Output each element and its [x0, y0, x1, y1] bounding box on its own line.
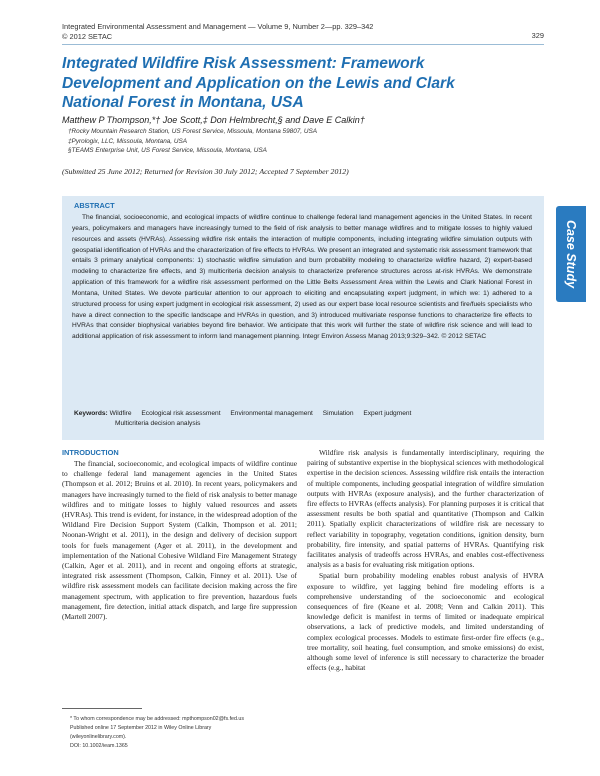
header-divider — [62, 44, 544, 45]
author-list: Matthew P Thompson,*† Joe Scott,‡ Don Helmbrecht,§ and Dave E Calkin† — [62, 115, 365, 125]
paragraph: The financial, socioeconomic, and ecological impacts of wildfire continue to challenge federal land management agencies in the United States (Thompson et al. 2012; Bruins et al. 2010). In recent years, policymakers and managers have increasingly turned to the field of risk analysis to better manage wildfires and to mitigate losses to highly valued resources and assets (HVRAs). This trend is evident, for instance, in the widespread adoption of the Wildland Fire Decision Support System (Calkin, Thompson et al. 2011; Noonan-Wright et al. 2011), in the design and delivery of decision support tools for fuels management (Ager et al. 2011), in the development and implementation of the National Cohesive Wildland Fire Management Strategy (Calkin, Ager et al. 2011), and in recent and ongoing efforts at strategic, integrated risk assessment (Thompson, Calkin, Finney et al. 2011). Use of wildfire risk assessment models can facilitate decision making across the fire management spectrum, with application to fire prevention, hazardous fuels management, fire detection, initial attack dispatch, and large fire suppression (Martell 2007). — [62, 459, 297, 622]
running-header — [62, 22, 544, 42]
footnote-doi: DOI: 10.1002/ieam.1365 — [70, 743, 128, 750]
journal-line: Integrated Environmental Assessment and Management — Volume 9, Number 2—pp. 329–342 — [62, 22, 374, 31]
keyword: Ecological risk assessment — [141, 410, 221, 417]
affiliation-1: †Rocky Mountain Research Station, US Forest Service, Missoula, Montana 59807, USA — [68, 128, 317, 135]
keywords-label: Keywords: — [74, 410, 108, 417]
keywords — [74, 409, 534, 429]
keyword: Multicriteria decision analysis — [115, 420, 201, 427]
paragraph: Wildfire risk analysis is fundamentally interdisciplinary, requiring the pairing of substantive expertise in the biophysical sciences with methodological expertise in the decision sciences. Assessing wildfire risk entails the interaction of multiple components, including geospatial integration of wildfire simulation outputs with HVRAs (exposure analysis), and the further characterization of fire effects to HVRAs (effects analysis). For planning purposes it is critical that assessment results be both spatial and quantitative (Thompson and Calkin 2011). Spatially explicit characterizations of wildfire risk are necessary to reflect variability in topography, vegetation conditions, ignition density, burn probability, fire intensity, and spatial patterns of HVRAs. Quantifying risk facilitates analysis of tradeoffs across HVRAs, and enables cost-effectiveness analysis as a basis for evaluating risk mitigation options. — [307, 448, 544, 570]
article-title: Integrated Wildfire Risk Assessment: Framework Development and Application on the Lewis and Clark National Forest in Montana, USA — [62, 55, 455, 111]
abstract-text: The financial, socioeconomic, and ecological impacts of wildfire continue to challenge federal land management agencies in the United States. In recent years, policymakers and managers have increasingly turned to the field of risk analysis to better manage wildfires and to mitigate losses to highly valued resources and assets (HVRAs). Assessing wildfire risk entails the interaction of multiple components, including integrating wildfire simulation outputs with geospatial identification of HVRAs and the characterization of fire effects to HVRAs. We present an integrated and systematic risk assessment framework that entails 3 primary analytical components: 1) stochastic wildfire simulation and burn probability modeling to characterize wildfire hazard, 2) expert-based modeling to characterize fire effects, and 3) multicriteria decision analysis to characterize preference structures across at-risk HVRAs. We demonstrate application of this framework for a wildfire risk assessment performed on the Little Belts Assessment Area within the Lewis and Clark National Forest in Montana, United States. We devote particular attention to our approach to eliciting and encapsulating expert judgment, in which we: 1) adhered to a structured process for using expert judgment in ecological risk assessment, 2) used as our expert base local resource scientists and fire/fuels specialists who have a direct connection to the specific landscape and HVRAs in question, and 3) introduced multivariate response functions to characterize fire effects to HVRAs that consider biophysical variables beyond fire behavior. We anticipate that this work will further the state of wildfire risk science and will lead to additional application of risk assessment to inform land management planning. Integr Environ Assess Manag 2013;9:329–342. © 2012 SETAC — [72, 214, 532, 341]
paragraph: Spatial burn probability modeling enables robust analysis of HVRA exposure to wildfire, yet lagging behind fire modeling efforts is a comprehensive understanding of the socioeconomic and ecological consequences of fire (Keane et al. 2008; Venn and Calkin 2011). This knowledge deficit is manifest in terms of limited or inadequate empirical observations, a lack of predictive models, and limited understanding of complex ecological processes. Models to estimate first-order fire effects (e.g., tree mortality, soil heating, fuel consumption, and smoke emissions) do exist, although some level of inference is still necessary to characterize the broader effects (e.g., habitat — [307, 571, 544, 673]
submission-dates: (Submitted 25 June 2012; Returned for Revision 30 July 2012; Accepted 7 September 2012) — [62, 167, 349, 176]
keyword: Expert judgment — [363, 410, 412, 417]
footnote-divider — [62, 708, 142, 709]
affiliations — [68, 127, 317, 156]
footnote-correspondence: * To whom correspondence may be addressed: mpthompson02@fs.fed.us — [70, 716, 244, 722]
page-number: 329 — [531, 31, 544, 40]
copyright-line: © 2012 SETAC — [62, 32, 113, 41]
article-type-label: Case Study — [564, 219, 578, 289]
footnotes — [62, 715, 297, 751]
affiliation-2: ‡Pyrologix, LLC, Missoula, Montana, USA — [68, 137, 187, 145]
keyword: Simulation — [322, 410, 354, 417]
affiliation-3: §TEAMS Enterprise Unit, US Forest Service, Missoula, Montana, USA — [68, 147, 267, 155]
section-heading-introduction: INTRODUCTION — [62, 448, 119, 457]
abstract-heading: ABSTRACT — [74, 201, 115, 210]
article-type-tab — [556, 206, 586, 302]
body-column-left — [62, 459, 297, 622]
keyword: Wildfire — [109, 410, 132, 417]
footnote-library: (wileyonlinelibrary.com). — [70, 734, 127, 741]
footnote-published: Published online 17 September 2012 in Wiley Online Library — [70, 725, 212, 732]
keyword: Environmental management — [230, 410, 313, 417]
body-column-right — [307, 448, 544, 673]
